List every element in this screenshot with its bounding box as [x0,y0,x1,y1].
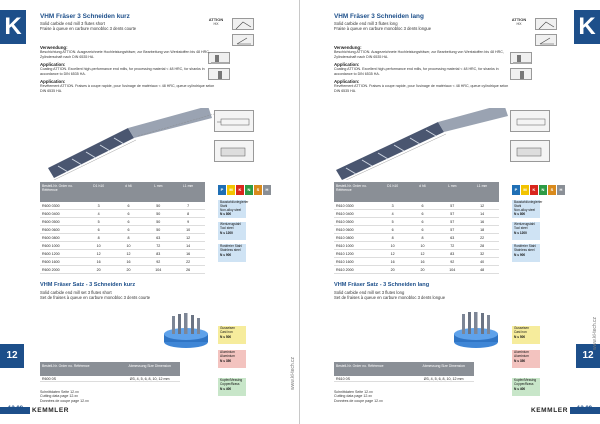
application-heading: Application: [40,62,66,67]
material-group-k: K [236,185,244,195]
material-group-m: M [227,185,235,195]
header-d: d h6 [419,184,426,188]
header-order-no: Bestell-Nr. Order no. Référence [42,184,73,192]
material-box: Rostfreier Stahl Stainless steel N ≤ 900 [218,244,246,262]
tolerance-diagram [214,140,254,162]
table-row: R600 0300 3 6 50 7 [40,202,205,210]
helix-icon [232,18,254,30]
tool-set-image [160,312,212,350]
table-row: R600 0500 5 6 50 9 [40,218,205,226]
material-box: Aluminium Aluminium N ≤ 350 [218,350,246,368]
table-row: R600 1000 10 10 72 14 [40,242,205,250]
table-row: R610 1200 12 12 83 32 [334,250,499,258]
cutting-data-note: Schnittdaten Seite 12.xx Cutting data page 12.xx Données de coupe page 12.xx [40,390,89,403]
material-box: Rostfreier Stahl Stainless steel N ≤ 900 [512,244,540,262]
page-number: 12.09 [576,406,592,412]
application-fr-text: Revêtement ATTION. Fraises à coupe rapide, pour l'usinage de matériaux < 48 HRC, queue cylindrique selon DIN 6535 HA. [334,84,509,93]
usage-text: Beschichtung ATTION. Ausgezeichnete Hochleistungsfräser, zur Bearbeitung von Werkstoffen bis 48 HRC, Zylinderschaft nach DIN 6535 HA. [40,50,210,59]
tool-set-image [450,312,502,350]
table-row: R600 0S Ø3, 4, 5, 6, 8, 10, 12 mm [40,376,180,382]
subtitle-fr: Fraise à queue en carbure monobloc 3 dents longue [334,26,432,31]
table-row: R610 0500 5 6 57 16 [334,218,499,226]
material-group-p: P [512,185,520,195]
right-page [300,0,600,424]
table-row: R600 2000 20 20 104 26 [40,266,205,274]
coating-label: ATTION [511,17,527,22]
table-row: R610 2000 20 20 104 48 [334,266,499,274]
chapter-tab: K [0,10,26,44]
material-group-k: K [530,185,538,195]
section-tab: 12 [576,344,600,368]
coating-badge [508,17,530,26]
coating-sub: HX [516,22,522,26]
material-box: Aluminium Aluminium N ≤ 350 [512,350,540,368]
table-row: R610 0300 3 6 57 12 [334,202,499,210]
material-box: Baustahl/unlegierter Stahl Non-alloy steel N ≤ 800 [220,200,249,217]
table-row: R610 1000 10 10 72 28 [334,242,499,250]
material-box: Werkzeugstahl Tool steel N ≤ 1200 [512,222,540,240]
set-table [40,362,180,382]
set-title: VHM Fräser Satz - 3 Schneiden lang [334,282,430,288]
side-url: www.kl-tech.cz [592,316,598,350]
material-box: Baustahl/unlegierter Stahl Non-alloy steel N ≤ 800 [514,200,543,217]
usage-text: Beschichtung ATTION. Ausgezeichnete Hochleistungsfräser, zur Bearbeitung von Werkstoffen bis 48 HRC, Zylinderschaft nach DIN 6535 HA. [334,50,504,59]
material-group-n: N [539,185,547,195]
table-row: R610 0400 4 6 57 14 [334,210,499,218]
set-subtitle-en: Solid carbide end mill set 3 flutes long [334,290,405,295]
material-group-h: H [263,185,271,195]
table-row: R600 1600 16 16 92 22 [40,258,205,266]
subtitle-en: Solid carbide end mill 3 flutes long [334,21,398,26]
product-title: VHM Fräser 3 Schneiden kurz [40,13,130,20]
brand-logo: KEMMLER [32,407,70,414]
application-text: Coating ATTION. Excellent high-performance end mills, for processing material < 48 HRC, for shanks in accordance to DIN 6535 HA. [334,67,499,76]
product-table [40,182,205,274]
material-box: Kupfer/Messing Copper/Brass N ≤ 400 [512,378,540,396]
table-row: R610 0800 8 8 63 22 [334,234,499,242]
product-title: VHM Fräser 3 Schneiden lang [334,13,424,20]
subtitle-fr: Fraise à queue en carbure monobloc 3 dents courte [40,26,137,31]
brand-logo: KEMMLER [530,407,568,414]
material-groups [512,185,565,195]
material-groups [218,185,271,195]
usage-heading: Verwendung: [334,45,362,50]
end-mill-drawing [328,108,513,180]
material-group-s: S [254,185,262,195]
table-row: R610 0S Ø3, 4, 5, 6, 8, 10, 12 mm [334,376,474,382]
page-footer [0,404,300,418]
set-table [334,362,474,382]
usage-heading: Verwendung: [40,45,68,50]
header-l1: L1 mm [476,184,488,188]
table-row: R600 0800 8 8 63 12 [40,234,205,242]
section-tab: 12 [0,344,24,368]
side-url: www.kl-tech.cz [290,356,296,390]
coating-badge [205,17,227,26]
set-table-header: Bestell-Nr. Order no. Référence Abmessung Size Dimension [40,362,180,376]
material-box: Gusseisen Cast iron N ≤ 500 [512,326,540,344]
geometry-icons [535,18,557,50]
header-l1: L1 mm [182,184,194,188]
chapter-tab: K [574,10,600,44]
table-row: R610 1600 16 16 92 40 [334,258,499,266]
table-header [334,182,499,202]
material-group-n: N [245,185,253,195]
header-d1: D1 h10 [387,184,399,188]
helix-icon [535,18,557,30]
set-subtitle-fr: Set de fraises à queue en carbure monobloc 3 dents courte [40,295,151,300]
coating-sub: HX [213,22,219,26]
coating-label: ATTION [208,17,224,22]
header-order-no: Bestell-Nr. Order no. Référence [336,184,367,192]
material-group-h: H [557,185,565,195]
set-table-header: Bestell-Nr. Order no. Référence Abmessung Size Dimension [334,362,474,376]
material-box: Werkzeugstahl Tool steel N ≤ 1200 [218,222,246,240]
angle-icon [232,34,254,46]
set-subtitle-en: Solid carbide end mill set 3 flutes short [40,290,112,295]
application-fr-text: Revêtement ATTION. Fraises à coupe rapide, pour l'usinage de matériaux < 48 HRC, queue cylindrique selon DIN 6535 HA. [40,84,215,93]
page-number: 12.08 [8,406,24,412]
header-d1: D1 h10 [93,184,105,188]
profile-diagram [510,110,550,132]
header-l: L mm [448,184,457,188]
end-mill-drawing [38,108,218,180]
material-group-m: M [521,185,529,195]
table-header [40,182,205,202]
material-box: Kupfer/Messing Copper/Brass N ≤ 400 [218,378,246,396]
header-d: d h6 [125,184,132,188]
table-row: R610 0600 6 6 57 18 [334,226,499,234]
material-group-s: S [548,185,556,195]
angle-icon [535,34,557,46]
table-row: R600 1200 12 12 83 16 [40,250,205,258]
product-table [334,182,499,274]
tolerance-diagram [510,140,550,162]
material-box: Gusseisen Cast iron N ≤ 500 [218,326,246,344]
application-fr-heading: Application: [334,79,360,84]
subtitle-en: Solid carbide end mill 3 flutes short [40,21,105,26]
application-text: Coating ATTION. Excellent high-performance end mills, for processing material < 48 HRC, for shanks in accordance to DIN 6535 HA. [40,67,205,76]
geometry-icons [232,18,254,50]
material-group-p: P [218,185,226,195]
header-l: L mm [154,184,163,188]
set-subtitle-fr: Set de fraises à queue en carbure monobloc 3 dents longue [334,295,446,300]
application-heading: Application: [334,62,360,67]
cutting-data-note: Schnittdaten Seite 12.xx Cutting data page 12.xx Données de coupe page 12.xx [334,390,383,403]
table-row: R600 0600 6 6 50 10 [40,226,205,234]
table-row: R600 0400 4 6 50 8 [40,210,205,218]
page-footer [300,404,600,418]
application-fr-heading: Application: [40,79,66,84]
set-title: VHM Fräser Satz - 3 Schneiden kurz [40,282,136,288]
profile-diagram [214,110,254,132]
